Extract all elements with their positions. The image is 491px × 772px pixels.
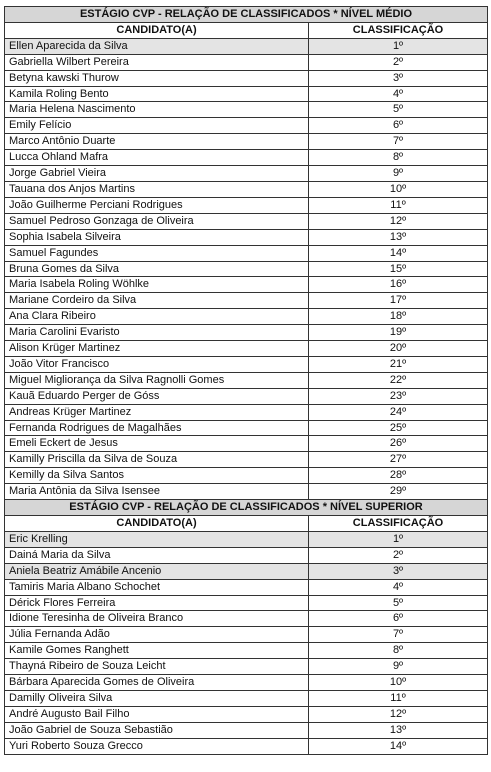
- candidate-row: [5, 563, 488, 579]
- candidate-classification: 12º: [309, 213, 488, 229]
- candidate-name: Maria Antônia da Silva Isensee: [5, 484, 309, 500]
- candidate-name: Ellen Aparecida da Silva: [5, 38, 309, 54]
- classification-document: [4, 6, 487, 755]
- candidate-classification: 10º: [309, 181, 488, 197]
- candidate-name: Andreas Krüger Martinez: [5, 404, 309, 420]
- candidate-classification: 11º: [309, 690, 488, 706]
- candidate-name: Aniela Beatriz Amábile Ancenio: [5, 563, 309, 579]
- candidate-classification: 8º: [309, 150, 488, 166]
- candidate-classification: 25º: [309, 420, 488, 436]
- candidate-row: [5, 293, 488, 309]
- candidate-classification: 26º: [309, 436, 488, 452]
- candidate-row: [5, 690, 488, 706]
- candidate-row: [5, 547, 488, 563]
- candidate-classification: 9º: [309, 166, 488, 182]
- candidate-row: [5, 150, 488, 166]
- candidate-name: Samuel Pedroso Gonzaga de Oliveira: [5, 213, 309, 229]
- candidate-classification: 3º: [309, 70, 488, 86]
- candidate-classification: 20º: [309, 341, 488, 357]
- candidate-name: Bárbara Aparecida Gomes de Oliveira: [5, 675, 309, 691]
- candidate-row: [5, 166, 488, 182]
- candidate-row: [5, 356, 488, 372]
- candidate-classification: 7º: [309, 627, 488, 643]
- candidate-name: Marco Antônio Duarte: [5, 134, 309, 150]
- candidate-classification: 12º: [309, 706, 488, 722]
- candidate-row: [5, 627, 488, 643]
- candidate-name: Kamile Gomes Ranghett: [5, 643, 309, 659]
- candidate-name: Idione Teresinha de Oliveira Branco: [5, 611, 309, 627]
- candidate-classification: 15º: [309, 261, 488, 277]
- classification-column-header: CLASSIFICAÇÃO: [309, 22, 488, 38]
- candidate-row: [5, 54, 488, 70]
- candidate-row: [5, 738, 488, 754]
- candidate-name: Kemilly da Silva Santos: [5, 468, 309, 484]
- candidate-name: Maria Carolini Evaristo: [5, 325, 309, 341]
- candidate-row: [5, 134, 488, 150]
- candidate-row: [5, 388, 488, 404]
- classification-table: [4, 6, 488, 755]
- candidate-classification: 19º: [309, 325, 488, 341]
- candidate-name: Júlia Fernanda Adão: [5, 627, 309, 643]
- candidate-row: [5, 659, 488, 675]
- candidate-name: Kauã Eduardo Perger de Góss: [5, 388, 309, 404]
- candidate-row: [5, 245, 488, 261]
- candidate-classification: 4º: [309, 86, 488, 102]
- candidate-name: Yuri Roberto Souza Grecco: [5, 738, 309, 754]
- candidate-name: Miguel Migliorança da Silva Ragnolli Gomes: [5, 372, 309, 388]
- column-header-row: [5, 516, 488, 532]
- candidate-row: [5, 404, 488, 420]
- candidate-classification: 8º: [309, 643, 488, 659]
- section-title: ESTÁGIO CVP - RELAÇÃO DE CLASSIFICADOS * NÍVEL MÉDIO: [5, 7, 488, 23]
- candidate-column-header: CANDIDATO(A): [5, 516, 309, 532]
- candidate-name: Alison Krüger Martinez: [5, 341, 309, 357]
- candidate-name: André Augusto Bail Filho: [5, 706, 309, 722]
- candidate-row: [5, 277, 488, 293]
- classification-column-header: CLASSIFICAÇÃO: [309, 516, 488, 532]
- candidate-row: [5, 436, 488, 452]
- candidate-classification: 23º: [309, 388, 488, 404]
- candidate-classification: 13º: [309, 722, 488, 738]
- section-title: ESTÁGIO CVP - RELAÇÃO DE CLASSIFICADOS * NÍVEL SUPERIOR: [5, 500, 488, 516]
- candidate-classification: 5º: [309, 102, 488, 118]
- candidate-name: João Guilherme Perciani Rodrigues: [5, 197, 309, 213]
- candidate-classification: 27º: [309, 452, 488, 468]
- candidate-classification: 16º: [309, 277, 488, 293]
- candidate-classification: 6º: [309, 118, 488, 134]
- candidate-classification: 4º: [309, 579, 488, 595]
- candidate-classification: 1º: [309, 38, 488, 54]
- candidate-classification: 13º: [309, 229, 488, 245]
- candidate-name: Tauana dos Anjos Martins: [5, 181, 309, 197]
- candidate-name: Fernanda Rodrigues de Magalhães: [5, 420, 309, 436]
- candidate-name: Lucca Ohland Mafra: [5, 150, 309, 166]
- candidate-row: [5, 643, 488, 659]
- candidate-name: João Gabriel de Souza Sebastião: [5, 722, 309, 738]
- candidate-row: [5, 197, 488, 213]
- candidate-name: Damilly Oliveira Silva: [5, 690, 309, 706]
- section-title-row: [5, 7, 488, 23]
- candidate-classification: 28º: [309, 468, 488, 484]
- candidate-classification: 18º: [309, 309, 488, 325]
- candidate-row: [5, 341, 488, 357]
- candidate-row: [5, 484, 488, 500]
- candidate-classification: 2º: [309, 54, 488, 70]
- candidate-row: [5, 325, 488, 341]
- candidate-classification: 22º: [309, 372, 488, 388]
- candidate-name: Dérick Flores Ferreira: [5, 595, 309, 611]
- candidate-row: [5, 372, 488, 388]
- candidate-row: [5, 611, 488, 627]
- candidate-row: [5, 38, 488, 54]
- candidate-row: [5, 229, 488, 245]
- candidate-name: Dainá Maria da Silva: [5, 547, 309, 563]
- candidate-row: [5, 181, 488, 197]
- candidate-row: [5, 213, 488, 229]
- candidate-row: [5, 531, 488, 547]
- candidate-row: [5, 70, 488, 86]
- candidate-classification: 24º: [309, 404, 488, 420]
- candidate-row: [5, 722, 488, 738]
- candidate-name: Tamiris Maria Albano Schochet: [5, 579, 309, 595]
- candidate-name: Emeli Eckert de Jesus: [5, 436, 309, 452]
- candidate-name: Emily Felício: [5, 118, 309, 134]
- candidate-name: Ana Clara Ribeiro: [5, 309, 309, 325]
- candidate-row: [5, 452, 488, 468]
- candidate-row: [5, 261, 488, 277]
- candidate-name: Eric Krelling: [5, 531, 309, 547]
- candidate-row: [5, 102, 488, 118]
- candidate-classification: 1º: [309, 531, 488, 547]
- candidate-row: [5, 706, 488, 722]
- candidate-name: Gabriella Wilbert Pereira: [5, 54, 309, 70]
- section-title-row: [5, 500, 488, 516]
- candidate-name: Thayná Ribeiro de Souza Leicht: [5, 659, 309, 675]
- candidate-classification: 7º: [309, 134, 488, 150]
- candidate-name: Kamila Roling Bento: [5, 86, 309, 102]
- candidate-row: [5, 675, 488, 691]
- candidate-classification: 2º: [309, 547, 488, 563]
- candidate-classification: 5º: [309, 595, 488, 611]
- candidate-name: Maria Helena Nascimento: [5, 102, 309, 118]
- candidate-classification: 14º: [309, 245, 488, 261]
- candidate-row: [5, 86, 488, 102]
- candidate-row: [5, 468, 488, 484]
- candidate-classification: 29º: [309, 484, 488, 500]
- candidate-row: [5, 118, 488, 134]
- candidate-name: João Vitor Francisco: [5, 356, 309, 372]
- candidate-name: Mariane Cordeiro da Silva: [5, 293, 309, 309]
- candidate-column-header: CANDIDATO(A): [5, 22, 309, 38]
- candidate-name: Kamilly Priscilla da Silva de Souza: [5, 452, 309, 468]
- candidate-classification: 21º: [309, 356, 488, 372]
- candidate-row: [5, 579, 488, 595]
- classification-table-body: [5, 7, 488, 755]
- candidate-classification: 17º: [309, 293, 488, 309]
- candidate-classification: 3º: [309, 563, 488, 579]
- candidate-name: Jorge Gabriel Vieira: [5, 166, 309, 182]
- candidate-classification: 11º: [309, 197, 488, 213]
- candidate-row: [5, 420, 488, 436]
- candidate-name: Bruna Gomes da Silva: [5, 261, 309, 277]
- candidate-name: Sophia Isabela Silveira: [5, 229, 309, 245]
- candidate-classification: 9º: [309, 659, 488, 675]
- candidate-classification: 10º: [309, 675, 488, 691]
- candidate-classification: 14º: [309, 738, 488, 754]
- column-header-row: [5, 22, 488, 38]
- candidate-name: Maria Isabela Roling Wöhlke: [5, 277, 309, 293]
- candidate-classification: 6º: [309, 611, 488, 627]
- candidate-row: [5, 309, 488, 325]
- candidate-name: Betyna kawski Thurow: [5, 70, 309, 86]
- candidate-row: [5, 595, 488, 611]
- candidate-name: Samuel Fagundes: [5, 245, 309, 261]
